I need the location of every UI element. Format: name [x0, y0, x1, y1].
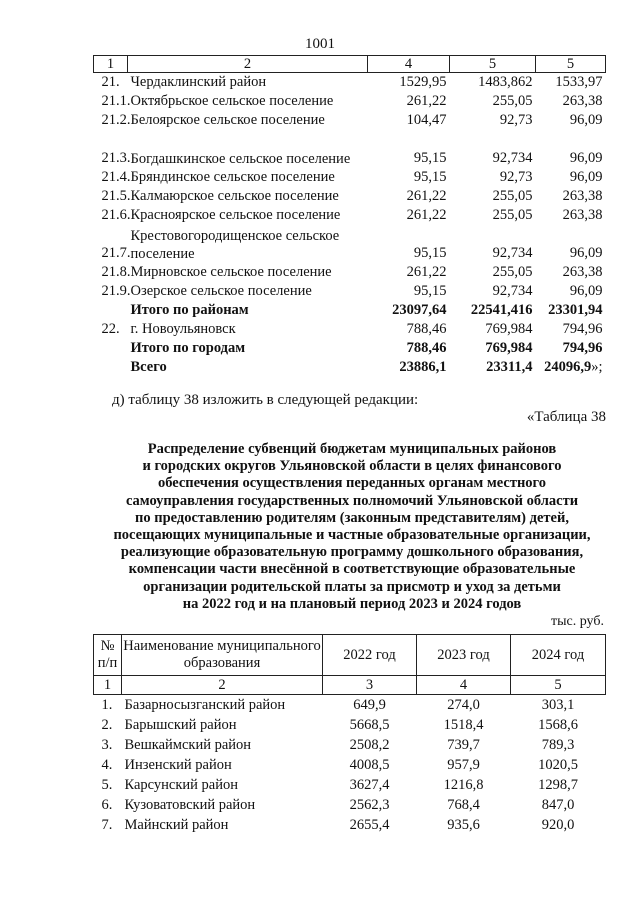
value-col3-text: 261,22: [406, 93, 447, 109]
value-2022: 2562,3: [349, 797, 390, 813]
value-col3-text: 95,15: [413, 150, 447, 166]
row-number: 1.: [101, 697, 113, 713]
value-2022: 2508,2: [349, 737, 390, 753]
value-col4-text: 92,734: [492, 245, 533, 261]
row-name: [128, 301, 368, 320]
row-name: [128, 168, 368, 187]
row-index: [94, 130, 131, 168]
row-name-text: Итого по районам: [130, 302, 249, 318]
table1-row: [94, 339, 606, 358]
value-col4-text: 255,05: [492, 93, 533, 109]
table1-row: [94, 111, 606, 130]
heading-line: компенсации части внесённой в соответствующие образовательные: [128, 561, 576, 578]
row-name-text: Всего: [130, 359, 167, 375]
value-col3-text: 261,22: [406, 207, 447, 223]
value-col5-text: 96,09: [569, 169, 603, 185]
value-col5-text: 96,09: [569, 150, 603, 166]
value-col5-text: 794,96: [562, 340, 603, 356]
row-index: [94, 320, 128, 339]
value-col4-text: 92,73: [499, 112, 533, 128]
value-col3: [368, 339, 450, 358]
value-col5: [536, 168, 606, 187]
row-index-text: 21.: [101, 74, 120, 90]
value-col4: [450, 282, 536, 301]
row-index: [94, 92, 131, 111]
column-number: 3: [323, 676, 417, 695]
value-col5: [536, 358, 606, 377]
value-col4-text: 22541,416: [470, 302, 533, 318]
value-col5: [536, 225, 606, 263]
header-2023: 2023 год: [417, 635, 511, 676]
row-number: 3.: [101, 737, 113, 753]
value-col4-text: 1483,862: [478, 74, 533, 90]
column-number: 1: [94, 676, 122, 695]
row-name-text: Белоярское сельское поселение: [130, 112, 325, 128]
row-index-text: 21.7.: [101, 245, 131, 261]
row-index-text: 21.3.: [101, 150, 131, 166]
value-col4: [450, 206, 536, 225]
row-name-text: Итого по городам: [130, 340, 246, 356]
value-col3: [368, 73, 450, 93]
table-label: «Таблица 38: [526, 409, 606, 425]
value-col4-text: 255,05: [492, 207, 533, 223]
row-name: [128, 187, 368, 206]
municipality-name: Инзенский район: [124, 757, 232, 773]
table2-column-numbers: [94, 676, 606, 695]
value-col5-text: 794,96: [562, 321, 603, 337]
row-name-text: Октябрьское сельское поселение: [130, 93, 334, 109]
row-index-text: 21.1.: [101, 93, 131, 109]
value-col4-text: 92,73: [499, 169, 533, 185]
value-col5-text: 24096,9: [544, 359, 592, 375]
value-col5-text: 96,09: [569, 112, 603, 128]
value-col3: [368, 282, 450, 301]
value-col3: [368, 358, 450, 377]
value-col3: [368, 111, 450, 130]
row-index: [94, 339, 128, 358]
value-2023: 1518,4: [443, 717, 484, 733]
row-name: [128, 206, 368, 225]
heading-line: Распределение субвенций бюджетам муниципальных районов: [147, 441, 557, 457]
value-col4-text: 23311,4: [486, 359, 533, 375]
table2-row: [94, 795, 606, 815]
row-name-text: Бряндинское сельское поселение: [130, 169, 335, 185]
amendment-note: д) таблицу 38 изложить в следующей редакции:: [112, 392, 419, 408]
row-name: [128, 225, 368, 263]
row-name-text: Мирновское сельское поселение: [130, 264, 332, 280]
row-index: [94, 301, 128, 320]
table1-row: [94, 301, 606, 320]
value-col4-text: 92,734: [492, 283, 533, 299]
table2-row: [94, 755, 606, 775]
row-index-text: 21.8.: [101, 264, 131, 280]
value-col5: [536, 320, 606, 339]
page-number: 1001: [305, 36, 335, 52]
table2-header-row: [94, 635, 606, 676]
value-2024: 1020,5: [538, 757, 578, 773]
heading-line: на 2022 год и на плановый период 2023 и 2024 годов: [182, 595, 522, 612]
value-col5-text: 23301,94: [548, 302, 603, 318]
value-col3: [368, 92, 450, 111]
header-2022: 2022 год: [323, 635, 417, 676]
row-index: [94, 206, 131, 225]
value-2024: 1568,6: [538, 717, 578, 733]
value-col4-text: 92,734: [492, 150, 533, 166]
table2-row: [94, 775, 606, 795]
header-name: Наименование муниципального образования: [122, 635, 323, 676]
value-col4: [450, 187, 536, 206]
value-2023: 957,9: [447, 757, 480, 773]
header-num: № п/п: [94, 635, 122, 676]
row-index-text: 21.4.: [101, 169, 131, 185]
value-col5: [536, 282, 606, 301]
municipality-name: Кузоватовский район: [124, 797, 256, 813]
value-col3-text: 788,46: [406, 340, 447, 356]
column-number: 2: [122, 676, 323, 695]
value-col3: [368, 320, 450, 339]
table1-row: [94, 206, 606, 225]
table1-row: [94, 187, 606, 206]
value-col5-text: 263,38: [562, 207, 603, 223]
value-2023: 768,4: [447, 797, 480, 813]
row-name: [128, 358, 368, 377]
table1-row: [94, 92, 606, 111]
value-col5: [536, 130, 606, 168]
value-col3-text: 23886,1: [399, 359, 447, 375]
municipality-name: Базарносызганский район: [124, 697, 286, 713]
value-col5: [536, 339, 606, 358]
row-number: 7.: [101, 817, 113, 833]
value-col5: [536, 301, 606, 320]
table2-row: [94, 695, 606, 716]
value-col5-text: 263,38: [562, 93, 603, 109]
value-col3-text: 95,15: [413, 283, 447, 299]
row-name: [128, 282, 368, 301]
unit-label: тыс. руб.: [551, 614, 604, 629]
row-name: [128, 263, 368, 282]
header-2024: 2024 год: [511, 635, 606, 676]
value-col3: [368, 168, 450, 187]
table2-row: [94, 815, 606, 835]
table1-row: [94, 130, 606, 168]
value-col4: [450, 320, 536, 339]
table1-row: [94, 358, 606, 377]
value-col4: [450, 168, 536, 187]
table1-row: [94, 73, 606, 93]
row-index: [94, 73, 128, 93]
municipality-name: Майнский район: [124, 817, 229, 833]
value-2022: 5668,5: [349, 717, 390, 733]
value-col5-text: 96,09: [569, 283, 603, 299]
row-index: [94, 168, 131, 187]
row-name: [128, 339, 368, 358]
value-col5: [536, 111, 606, 130]
value-col5: [536, 187, 606, 206]
value-col5: [536, 263, 606, 282]
row-name-text: Озерское сельское поселение: [130, 283, 312, 299]
value-2023: 935,6: [447, 817, 480, 833]
value-col5-text: 96,09: [569, 245, 603, 261]
value-2024: 303,1: [541, 697, 575, 713]
row-index: [94, 225, 131, 263]
table-38: [93, 634, 606, 835]
heading-line: обеспечения осуществления переданных органам местного: [157, 475, 547, 492]
municipality-name: Вешкаймский район: [124, 737, 252, 753]
value-col4: [450, 339, 536, 358]
row-name-text: Крестовогородищенское сельское поселение: [130, 228, 340, 262]
row-name: [128, 111, 368, 130]
value-2024: 847,0: [541, 797, 575, 813]
column-number: 4: [417, 676, 511, 695]
value-col3: [368, 263, 450, 282]
row-index-text: 22.: [101, 321, 120, 337]
value-col3-text: 788,46: [406, 321, 447, 337]
value-col4-text: 255,05: [492, 188, 533, 204]
value-col3: [368, 187, 450, 206]
value-col3: [368, 301, 450, 320]
value-col3-text: 95,15: [413, 245, 447, 261]
heading-line: по предоставлению родителям (законным представителям) детей,: [135, 509, 569, 526]
subsidy-table-continuation: [93, 55, 606, 377]
value-col5-text: 1533,97: [555, 74, 603, 90]
row-name-text: Красноярское сельское поселение: [130, 207, 341, 223]
row-index: [94, 111, 131, 130]
value-col3-text: 95,15: [413, 169, 447, 185]
value-2024: 920,0: [541, 817, 575, 833]
column-number: 5: [511, 676, 606, 695]
value-col3: [368, 206, 450, 225]
row-index-text: 21.9.: [101, 283, 131, 299]
municipality-name: Карсунский район: [124, 777, 239, 793]
row-name: [128, 73, 368, 93]
row-name-text: Калмаюрское сельское поселение: [130, 188, 339, 204]
table1-row: [94, 168, 606, 187]
value-2024: 1298,7: [538, 777, 578, 793]
value-col3: [368, 130, 450, 168]
table1-header-cell: 2: [128, 56, 368, 73]
value-col5: [536, 206, 606, 225]
row-index: [94, 282, 131, 301]
table-heading: [96, 441, 608, 613]
row-name-text: г. Новоульяновск: [130, 321, 236, 337]
heading-line: посещающих муниципальные и частные образовательные организации,: [113, 527, 591, 544]
value-col3-text: 1529,95: [399, 74, 447, 90]
value-col5-text: 263,38: [562, 188, 603, 204]
value-col3-text: 261,22: [406, 264, 447, 280]
value-col3-text: 104,47: [406, 112, 447, 128]
table1-header-cell: 4: [368, 56, 450, 73]
value-2022: 3627,4: [349, 777, 390, 793]
heading-line: самоуправления государственных полномочий Ульяновской области: [125, 492, 579, 509]
row-index: [94, 358, 128, 377]
value-col4: [450, 301, 536, 320]
value-col4: [450, 358, 536, 377]
value-col4: [450, 263, 536, 282]
value-col4-text: 769,984: [485, 340, 533, 356]
value-col3-text: 261,22: [406, 188, 447, 204]
table1-row: [94, 263, 606, 282]
table2-row: [94, 715, 606, 735]
row-name: [128, 130, 368, 168]
table1-header-row: [94, 56, 606, 73]
value-col4-text: 769,984: [485, 321, 533, 337]
row-number: 6.: [101, 797, 113, 813]
row-name-text: Богдашкинское сельское поселение: [130, 151, 351, 167]
row-index: [94, 263, 131, 282]
row-name-text: Чердаклинский район: [130, 74, 267, 90]
value-2023: 1216,8: [443, 777, 484, 793]
value-2022: 649,9: [353, 697, 386, 713]
table1-row: [94, 282, 606, 301]
table2-row: [94, 735, 606, 755]
closing-quote: »;: [591, 359, 603, 375]
heading-line: организации родительской платы за присмотр и уход за детьми: [143, 578, 561, 595]
row-number: 5.: [101, 777, 113, 793]
value-col4: [450, 130, 536, 168]
value-col4: [450, 92, 536, 111]
value-2023: 274,0: [447, 697, 480, 713]
municipality-name: Барышский район: [124, 717, 237, 733]
row-name: [128, 320, 368, 339]
value-col4: [450, 225, 536, 263]
row-index-text: 21.6.: [101, 207, 131, 223]
value-col4: [450, 73, 536, 93]
row-index-text: 21.2.: [101, 112, 131, 128]
value-2024: 789,3: [541, 737, 575, 753]
heading-line: и городских округов Ульяновской области в целях финансового: [142, 458, 562, 475]
value-2022: 2655,4: [349, 817, 390, 833]
row-index-text: 21.5.: [101, 188, 131, 204]
value-2022: 4008,5: [349, 757, 390, 773]
table1-header-cell: 1: [94, 56, 128, 73]
value-col5: [536, 73, 606, 93]
row-number: 4.: [101, 757, 113, 773]
value-2023: 739,7: [447, 737, 480, 753]
value-col4-text: 255,05: [492, 264, 533, 280]
value-col4: [450, 111, 536, 130]
row-index: [94, 187, 131, 206]
row-number: 2.: [101, 717, 113, 733]
row-name: [128, 92, 368, 111]
table1-row: [94, 320, 606, 339]
table1-row: [94, 225, 606, 263]
value-col3-text: 23097,64: [392, 302, 447, 318]
heading-line: реализующие образовательную программу дошкольного образования,: [120, 544, 584, 561]
table1-header-cell: 5: [536, 56, 606, 73]
table1-header-cell: 5: [450, 56, 536, 73]
value-col3: [368, 225, 450, 263]
value-col5: [536, 92, 606, 111]
value-col5-text: 263,38: [562, 264, 603, 280]
